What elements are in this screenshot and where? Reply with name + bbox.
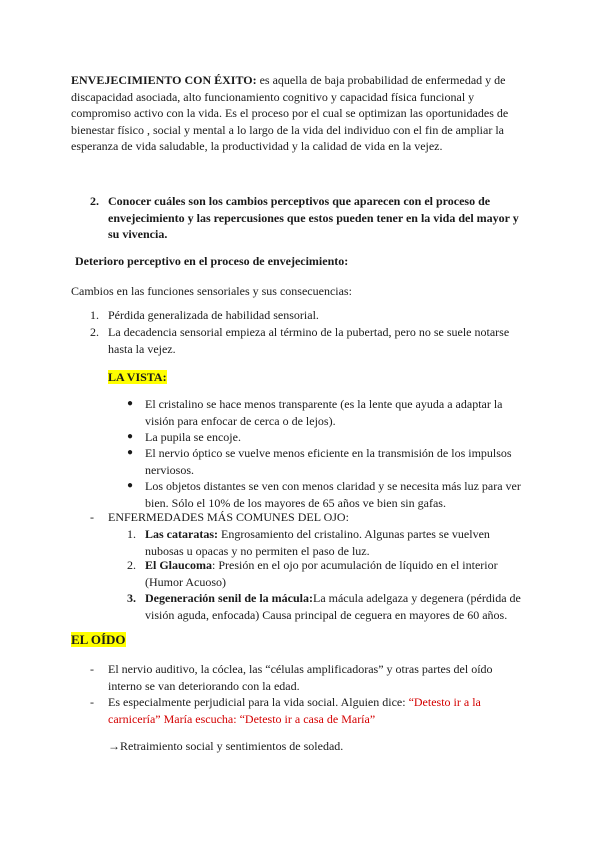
diseases-heading [90,509,530,526]
bullet-icon: ● [127,398,134,409]
intro-title: ENVEJECIMIENTO CON ÉXITO: [71,73,257,87]
disease-number: 1. [127,527,136,541]
disease-item [127,526,527,559]
disease-item [127,590,527,623]
dash-marker: - [90,695,94,709]
intro-paragraph [71,72,531,155]
change-number: 1. [90,308,99,322]
change-item [90,324,530,357]
bullet-icon: ● [127,480,134,491]
question-item [90,193,530,243]
disease-name: El Glaucoma [145,558,213,572]
oido-title: EL OÍDO [71,632,126,647]
oido-item-quote: “Detesto ir a la carnicería” María escucha: “Detesto ir a casa de María” [108,695,481,726]
oido-item [90,694,500,727]
oido-heading [71,632,126,649]
bullet-icon: ● [127,431,134,442]
vista-bullet [127,445,532,478]
vista-bullet-text: La pupila se encoje. [145,430,241,444]
vista-bullet [127,396,532,429]
disease-number: 3. [127,591,136,605]
vista-title: LA VISTA: [108,370,167,384]
vista-bullet [127,478,532,511]
oido-item [90,661,500,694]
oido-conclusion: →Retraimiento social y sentimientos de soledad. [108,739,344,753]
disease-text: La mácula adelgaza y degenera (pérdida de visión aguda, enfocada) Causa principal de ceguera en mayores de 60 años. [145,591,521,622]
vista-bullet [127,429,532,446]
vista-heading [108,369,167,386]
change-number: 2. [90,325,99,339]
dash-marker: - [90,662,94,676]
diseases-title: ENFERMEDADES MÁS COMUNES DEL OJO: [108,510,349,524]
change-text: La decadencia sensorial empieza al término de la pubertad, pero no se suele notarse hasta la vejez. [108,325,510,356]
oido-item-text: El nervio auditivo, la cóclea, las “células amplificadoras” y otras partes del oído interno se van deteriorando con la edad. [108,662,493,693]
section-title: Deterioro perceptivo en el proceso de envejecimiento: [75,254,349,268]
disease-item [127,557,527,590]
vista-bullet-text: El nervio óptico se vuelve menos eficiente en la transmisión de los impulsos nerviosos. [145,446,512,477]
change-item [90,307,530,324]
vista-bullet-text: El cristalino se hace menos transparente (es la lente que ayuda a adaptar la visión para enfocar de cerca o de lejos). [145,397,503,428]
disease-name: Degeneración senil de la mácula: [145,591,313,605]
bullet-icon: ● [127,447,134,458]
disease-text: Engrosamiento del cristalino. Algunas partes se vuelven nubosas u opacas y no permiten el paso de luz. [145,527,490,558]
disease-name: Las cataratas: [145,527,218,541]
vista-bullet-text: Los objetos distantes se ven con menos claridad y se necesita más luz para ver bien. Sólo el 10% de los mayores de 65 años ve bien sin gafas. [145,479,521,510]
change-text: Pérdida generalizada de habilidad sensorial. [108,308,319,322]
intro-text: es aquella de baja probabilidad de enfermedad y de discapacidad asociada, alto funcionamiento cognitivo y capacidad física funcional y compromiso activo con la vida. Es el proceso por el cual se optimizan las oportunidades de bienestar físico , social y mental a lo largo de la vida del individuo con el fin de ampliar la esperanza de vida saludable, la productividad y la calidad de vida en la vejez. [71,73,509,153]
dash-marker: - [90,510,94,524]
changes-intro: Cambios en las funciones sensoriales y sus consecuencias: [71,284,352,298]
disease-number: 2. [127,558,136,572]
oido-item-text: Es especialmente perjudicial para la vida social. Alguien dice: [108,695,409,709]
question-number: 2. [90,194,99,208]
question-text: Conocer cuáles son los cambios perceptivos que aparecen con el proceso de envejecimiento y las repercusiones que estos pueden tener en la vida del mayor y su vivencia. [108,194,519,241]
disease-text: : Presión en el ojo por acumulación de líquido en el interior (Humor Acuoso) [145,558,498,589]
